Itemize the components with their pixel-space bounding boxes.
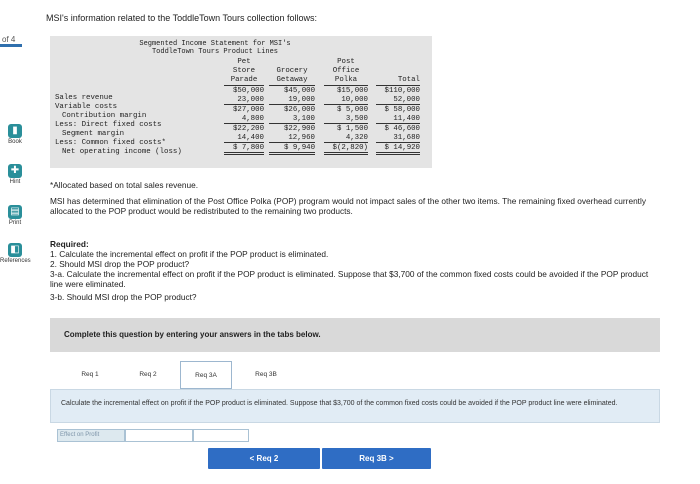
instruction-text: Complete this question by entering your answers in the tabs below. [64,330,321,339]
cell: $15,000 [336,87,368,95]
cell: $22,200 [232,125,264,133]
book-label: Book [8,139,22,145]
hint-button[interactable] [0,164,30,185]
col1-h3: Getaway [269,76,315,86]
hint-icon: ✚ [8,164,22,178]
cell: $ 9,940 [269,144,315,155]
tab-req-1[interactable]: Req 1 [81,371,99,378]
tab-req-2[interactable]: Req 2 [139,371,157,378]
cell: $(2,820) [324,144,368,155]
footnote: *Allocated based on total sales revenue. [50,180,199,190]
print-button[interactable] [0,205,30,226]
cell: 12,960 [269,134,315,143]
statement-title: Segmented Income Statement for MSI's [139,40,291,48]
book-button[interactable] [0,124,30,145]
row-label-variable-costs: Variable costs [55,103,118,111]
effect-on-profit-input-1[interactable] [125,429,193,442]
col0-h2: Store [232,67,256,75]
references-label: References [0,258,31,264]
row-label-direct-fixed-costs: Less: Direct fixed costs [55,121,162,129]
cell: 3,100 [269,115,315,124]
cell: $22,900 [283,125,315,133]
col-header-grocery-getaway [269,58,315,86]
row-label-contribution-margin: Contribution margin [62,112,147,120]
cell: 10,000 [324,96,368,105]
cell: $ 14,920 [376,144,420,155]
next-req-3b-button[interactable]: Req 3B > [322,448,431,469]
print-label: Print [8,220,22,226]
col-header-pet-store-parade [224,58,264,86]
references-icon: ◧ [8,243,22,257]
cell: 14,400 [224,134,264,143]
required-item-3a: 3-a. Calculate the incremental effect on profit if the POP product is eliminated. Suppose that $3,700 of the common fixed costs could be avoided if the POP product line were eliminated. [50,269,649,289]
page-indicator: of 4 [2,35,16,44]
col0-h3: Parade [224,76,264,86]
cell: 52,000 [376,96,420,105]
cell: 23,000 [224,96,264,105]
col2-h3: Polka [324,76,368,86]
col1-h2: Grocery [276,67,308,75]
cell: 4,800 [224,115,264,124]
cell: 19,000 [269,96,315,105]
hint-label: Hint [9,179,21,185]
effect-on-profit-label: Effect on Profit [57,429,125,442]
question-text: Calculate the incremental effect on profit if the POP product is eliminated. Suppose that $3,700 of the common fixed costs could be avoided if the POP product line were eliminated. [61,400,618,407]
cell: $ 46,600 [384,125,420,133]
sidebar [0,0,30,484]
row-label-common-fixed-costs: Less: Common fixed costs* [55,139,166,147]
references-button[interactable] [0,243,30,264]
cell: $26,000 [283,106,315,114]
cell: $27,000 [232,106,264,114]
col2-h1: Post [337,58,355,66]
prev-req-2-button[interactable]: < Req 2 [208,448,320,469]
cell: 3,500 [324,115,368,124]
required-item-2: 2. Should MSI drop the POP product? [50,259,190,269]
book-icon: ▮ [8,124,22,138]
required-item-1: 1. Calculate the incremental effect on profit if the POP product is eliminated. [50,249,329,259]
cell: $50,000 [232,87,264,95]
required-heading: Required: [50,239,89,249]
cell: $45,000 [283,87,315,95]
required-item-3b: 3-b. Should MSI drop the POP product? [50,292,197,302]
effect-on-profit-input-2[interactable] [193,429,249,442]
cell: 31,680 [376,134,420,143]
col-header-post-office-polka [324,58,368,86]
cell: 4,320 [324,134,368,143]
row-label-net-operating-income: Net operating income (loss) [62,148,182,156]
col1-h1 [269,58,315,67]
col3-h3: Total [376,76,420,86]
row-label-segment-margin: Segment margin [62,130,125,138]
cell: $110,000 [384,87,420,95]
problem-paragraph: MSI has determined that elimination of the Post Office Polka (POP) program would not impact sales of the other two items. The remaining fixed overhead currently allocated to the POP product would be redistributed to the remaining two products. [50,196,646,216]
col0-h1: Pet [237,58,251,66]
cell: $ 1,500 [336,125,368,133]
tab-req-3b[interactable]: Req 3B [255,371,277,378]
intro-text: MSI's information related to the ToddleTown Tours collection follows: [46,13,318,23]
print-icon: ▤ [8,205,22,219]
page-progress-bar [0,44,22,47]
col3-h1 [376,58,420,67]
row-label-sales-revenue: Sales revenue [55,94,113,102]
col2-h2: Office [332,67,360,75]
cell: 11,400 [376,115,420,124]
col3-h2 [376,67,420,76]
tab-req-3a[interactable]: Req 3A [180,361,232,389]
instruction-panel [50,318,660,352]
income-statement [50,36,432,168]
cell: $ 5,000 [336,106,368,114]
col-header-total [376,58,420,86]
statement-subtitle: ToddleTown Tours Product Lines [151,48,279,56]
cell: $ 58,000 [384,106,420,114]
question-box [50,389,660,423]
cell: $ 7,800 [224,144,264,155]
